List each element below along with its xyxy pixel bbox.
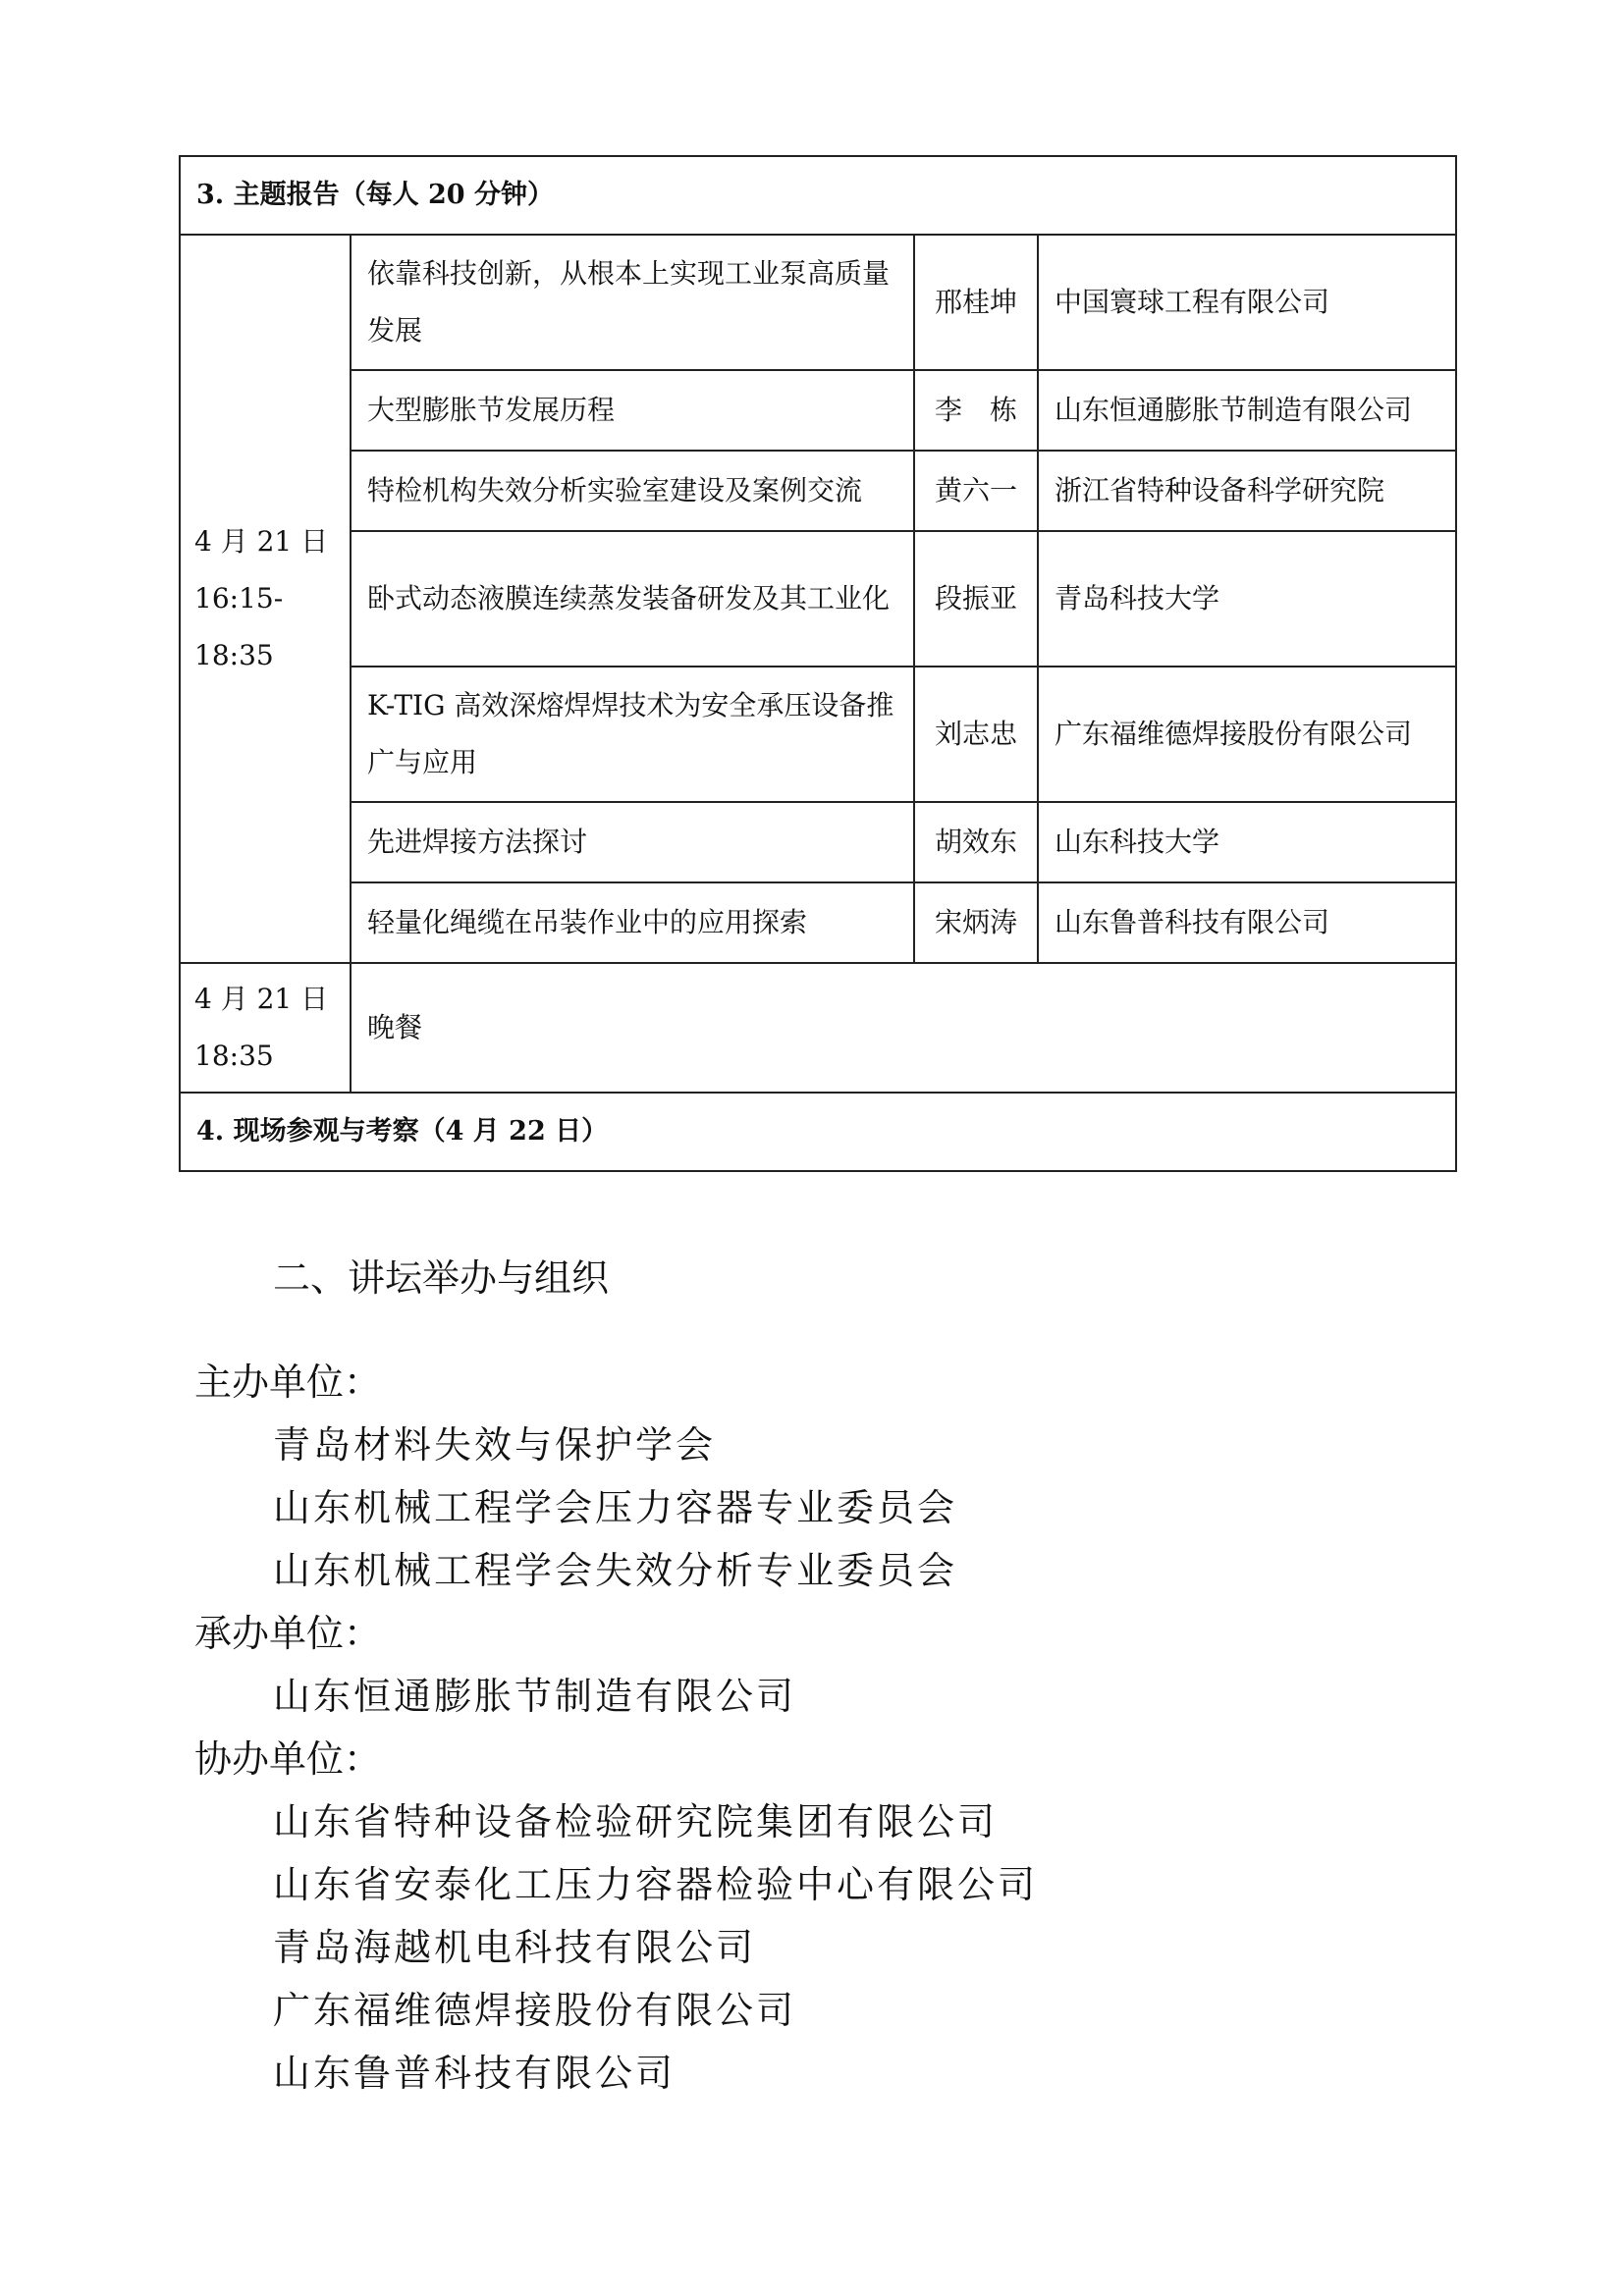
schedule-table bbox=[179, 155, 1457, 1172]
table-row bbox=[180, 235, 1456, 370]
talk-topic: 特检机构失效分析实验室建设及案例交流 bbox=[351, 451, 914, 531]
talk-org: 中国寰球工程有限公司 bbox=[1038, 235, 1456, 370]
co-organizer-item: 广东福维德焊接股份有限公司 bbox=[273, 1989, 797, 2032]
talk-topic: K-TIG 高效深熔焊焊技术为安全承压设备推广与应用 bbox=[351, 667, 914, 802]
session-time: 16:15-18:35 bbox=[194, 582, 284, 671]
organizer-item: 山东恒通膨胀节制造有限公司 bbox=[273, 1675, 797, 1718]
organization-heading: 二、讲坛举办与组织 bbox=[273, 1256, 610, 1300]
table-row bbox=[180, 531, 1456, 667]
talk-speaker: 段振亚 bbox=[914, 531, 1038, 667]
table-row bbox=[180, 802, 1456, 882]
session-date-cell bbox=[180, 235, 351, 963]
dinner-date-cell bbox=[180, 963, 351, 1093]
talk-org: 浙江省特种设备科学研究院 bbox=[1038, 451, 1456, 531]
talk-org: 青岛科技大学 bbox=[1038, 531, 1456, 667]
section-4-title: 4. 现场参观与考察（4 月 22 日） bbox=[180, 1093, 1456, 1171]
organization-section bbox=[0, 1247, 1624, 2105]
host-item: 山东机械工程学会失效分析专业委员会 bbox=[273, 1549, 958, 1592]
talk-speaker: 胡效东 bbox=[914, 802, 1038, 882]
talk-org: 山东科技大学 bbox=[1038, 802, 1456, 882]
talk-speaker: 邢桂坤 bbox=[914, 235, 1038, 370]
co-organizer-item: 山东鲁普科技有限公司 bbox=[273, 2052, 677, 2095]
talk-topic: 大型膨胀节发展历程 bbox=[351, 370, 914, 451]
talk-org: 广东福维德焊接股份有限公司 bbox=[1038, 667, 1456, 802]
table-row bbox=[180, 370, 1456, 451]
talk-org: 山东恒通膨胀节制造有限公司 bbox=[1038, 370, 1456, 451]
talk-topic: 依靠科技创新，从根本上实现工业泵高质量发展 bbox=[351, 235, 914, 370]
talk-topic: 卧式动态液膜连续蒸发装备研发及其工业化 bbox=[351, 531, 914, 667]
talk-speaker: 刘志忠 bbox=[914, 667, 1038, 802]
dinner-label: 晚餐 bbox=[351, 963, 1456, 1093]
section-3-title: 3. 主题报告（每人 20 分钟） bbox=[180, 156, 1456, 235]
dinner-date: 4 月 21 日 bbox=[194, 983, 329, 1015]
talk-speaker: 黄六一 bbox=[914, 451, 1038, 531]
dinner-row bbox=[180, 963, 1456, 1093]
talk-speaker: 宋炳涛 bbox=[914, 882, 1038, 963]
table-row bbox=[180, 451, 1456, 531]
host-label: 主办单位： bbox=[194, 1361, 382, 1404]
talk-speaker: 李 栋 bbox=[914, 370, 1038, 451]
talk-topic: 先进焊接方法探讨 bbox=[351, 802, 914, 882]
talk-topic: 轻量化绳缆在吊装作业中的应用探索 bbox=[351, 882, 914, 963]
talk-org: 山东鲁普科技有限公司 bbox=[1038, 882, 1456, 963]
session-date: 4 月 21 日 bbox=[194, 525, 329, 558]
table-row bbox=[180, 882, 1456, 963]
co-organizer-item: 青岛海越机电科技有限公司 bbox=[273, 1926, 757, 1969]
dinner-time: 18:35 bbox=[194, 1040, 274, 1072]
table-row bbox=[180, 667, 1456, 802]
co-organizer-item: 山东省安泰化工压力容器检验中心有限公司 bbox=[273, 1863, 1039, 1906]
co-organizer-item: 山东省特种设备检验研究院集团有限公司 bbox=[273, 1800, 999, 1843]
host-item: 青岛材料失效与保护学会 bbox=[273, 1423, 717, 1467]
organizer-label: 承办单位： bbox=[194, 1612, 382, 1655]
host-item: 山东机械工程学会压力容器专业委员会 bbox=[273, 1486, 958, 1529]
co-organizer-label: 协办单位： bbox=[194, 1737, 382, 1781]
